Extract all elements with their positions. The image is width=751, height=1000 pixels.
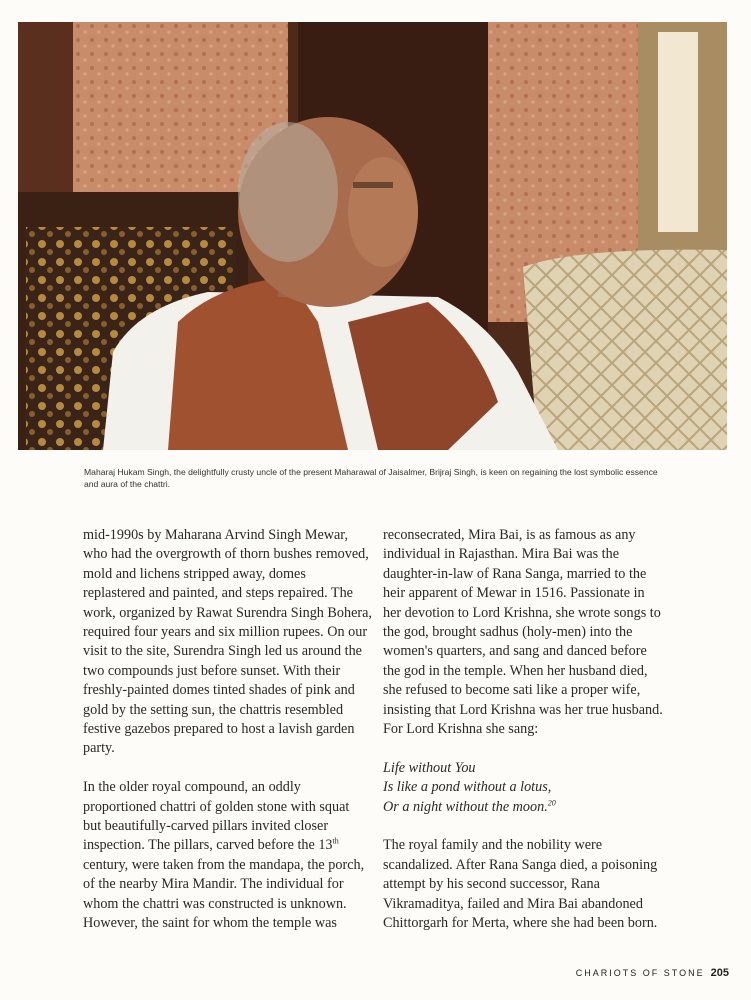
paragraph <box>383 836 673 933</box>
text-line: required four years and six million rupees. On our <box>83 624 368 641</box>
superscript: th <box>332 836 339 846</box>
text-line: For Lord Krishna she sang: <box>383 721 539 738</box>
text-line: she refused to become sati like a proper wife, <box>383 682 641 699</box>
text-line: replastered and painted, and steps repaired. The <box>83 585 353 602</box>
left-column <box>83 526 373 934</box>
page-footer <box>576 967 729 979</box>
text-line: century, were taken from the mandapa, the porch, <box>83 856 365 873</box>
poem-quote <box>383 759 673 817</box>
text-line: mid-1990s by Maharana Arvind Singh Mewar, <box>83 527 349 543</box>
text-line: individual in Rajasthan. Mira Bai was the <box>383 546 620 563</box>
text-line: work, organized by Rawat Surendra Singh Bohera, <box>83 604 372 621</box>
text-line: mold and lichens stripped away, domes <box>83 565 306 582</box>
text-line: her devotion to Lord Krishna, she wrote songs to <box>383 604 661 621</box>
portrait-photo-illustration <box>18 22 727 450</box>
text-line: of the nearby Mira Mandir. The individual for <box>83 876 344 893</box>
text-line: whom the chattri was constructed is unknown. <box>83 895 347 912</box>
text-line: inspection. The pillars, carved before the 13 <box>83 837 333 854</box>
text-line: festive gazebos prepared to host a lavish garden <box>83 721 355 738</box>
text-line: women's quarters, and sang and danced before <box>383 643 647 660</box>
poem-line: Life without You <box>383 759 476 776</box>
text-line: but beautifully-carved pillars invited closer <box>83 818 329 835</box>
text-line: attempt by his second successor, Rana <box>383 876 600 893</box>
paragraph <box>83 778 373 933</box>
text-line: Chittorgarh for Merta, where she had been born. <box>383 915 658 932</box>
poem-line: Is like a pond without a lotus, <box>383 779 552 796</box>
text-line: Vikramaditya, failed and Mira Bai abandoned <box>383 895 643 912</box>
text-line: The royal family and the nobility were <box>383 837 603 854</box>
text-line: proportioned chattri of golden stone with squat <box>83 798 350 815</box>
text-line: freshly-painted domes tinted shades of pink and <box>83 682 355 699</box>
photo-caption: Maharaj Hukam Singh, the delightfully crusty uncle of the present Maharawal of Jaisalmer, Brijraj Singh, is keen on regaining the lost symbolic essence and aura of the chattri. <box>84 467 658 489</box>
running-title: CHARIOTS OF STONE <box>575 968 705 978</box>
text-line: two compounds just before sunset. With their <box>83 662 341 679</box>
paragraph <box>83 526 373 759</box>
text-line: insisting that Lord Krishna was her true husband. <box>383 701 663 718</box>
paragraph <box>383 526 673 739</box>
poem-line: Or a night without the moon. <box>383 798 548 815</box>
text-line: However, the saint for whom the temple was <box>83 915 337 932</box>
footnote-ref: 20 <box>547 797 556 807</box>
text-line: party. <box>83 740 115 757</box>
text-line: the god, brought sadhus (holy-men) into the <box>383 624 633 641</box>
text-line: gold by the setting sun, the chattris resembled <box>83 701 344 718</box>
text-line: In the older royal compound, an oddly <box>83 779 301 796</box>
text-line: the god in the temple. When her husband died, <box>383 662 648 679</box>
text-line: reconsecrated, Mira Bai, is as famous as any <box>383 527 636 543</box>
text-line: visit to the site, Surendra Singh led us around the <box>83 643 362 660</box>
portrait-photo <box>18 22 727 450</box>
text-line: heir apparent of Mewar in 1516. Passionate in <box>383 585 645 602</box>
text-line: daughter-in-law of Rana Sanga, married to the <box>383 565 647 582</box>
text-line: who had the overgrowth of thorn bushes removed, <box>83 546 369 563</box>
text-line: scandalized. After Rana Sanga died, a poisoning <box>383 856 658 873</box>
page-number: 205 <box>710 967 729 979</box>
right-column <box>383 526 673 934</box>
